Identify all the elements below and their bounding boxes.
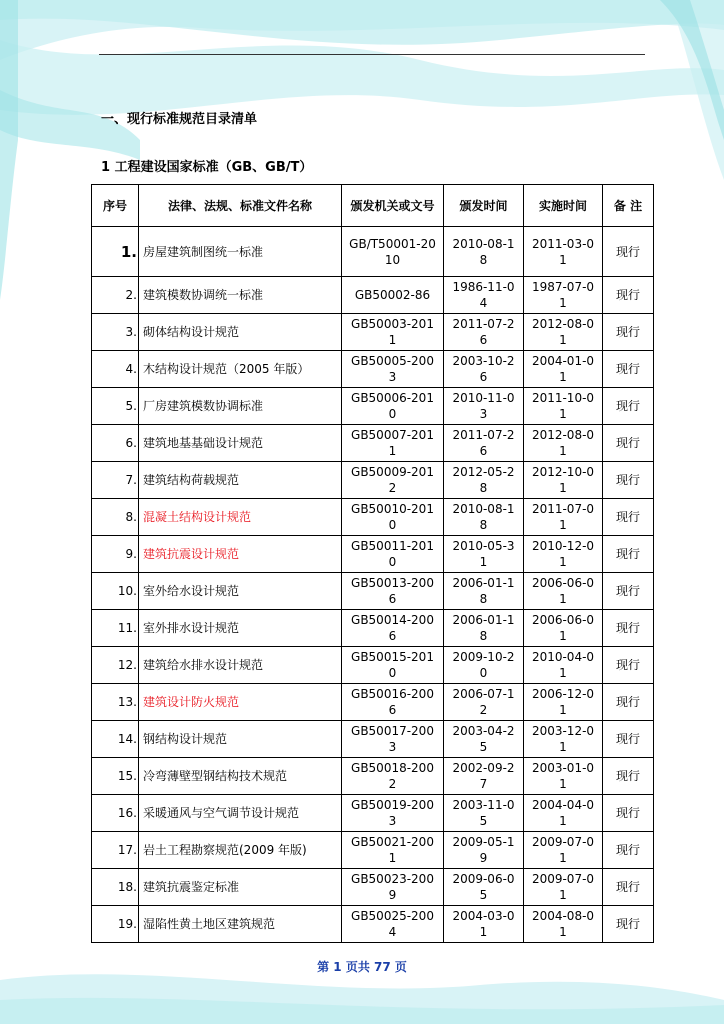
footer-prefix: 第 bbox=[317, 960, 330, 974]
row-issued-date: 2006-01-18 bbox=[444, 610, 524, 647]
row-issued-date: 2003-04-25 bbox=[444, 721, 524, 758]
row-status: 现行 bbox=[603, 425, 654, 462]
row-issued-date: 1986-11-04 bbox=[444, 277, 524, 314]
row-effective-date: 2009-07-01 bbox=[524, 869, 603, 906]
row-code: GB50006-2010 bbox=[342, 388, 444, 425]
row-effective-date: 2003-01-01 bbox=[524, 758, 603, 795]
row-status: 现行 bbox=[603, 832, 654, 869]
row-code: GB50003-2011 bbox=[342, 314, 444, 351]
row-code: GB/T50001-2010 bbox=[342, 227, 444, 277]
row-effective-date: 2011-07-01 bbox=[524, 499, 603, 536]
row-name: 钢结构设计规范 bbox=[139, 721, 342, 758]
footer-mid: 页共 bbox=[345, 960, 370, 974]
row-code: GB50013-2006 bbox=[342, 573, 444, 610]
row-effective-date: 2009-07-01 bbox=[524, 832, 603, 869]
row-effective-date: 2010-12-01 bbox=[524, 536, 603, 573]
row-issued-date: 2012-05-28 bbox=[444, 462, 524, 499]
row-status: 现行 bbox=[603, 351, 654, 388]
row-index: 14. bbox=[92, 721, 139, 758]
row-effective-date: 2004-08-01 bbox=[524, 906, 603, 943]
row-code: GB50002-86 bbox=[342, 277, 444, 314]
row-status: 现行 bbox=[603, 227, 654, 277]
row-issued-date: 2002-09-27 bbox=[444, 758, 524, 795]
table-row bbox=[92, 462, 654, 499]
row-effective-date: 2011-10-01 bbox=[524, 388, 603, 425]
column-header-name: 法律、法规、标准文件名称 bbox=[139, 185, 342, 227]
row-index: 11. bbox=[92, 610, 139, 647]
row-name: 室外排水设计规范 bbox=[139, 610, 342, 647]
row-status: 现行 bbox=[603, 462, 654, 499]
row-effective-date: 2003-12-01 bbox=[524, 721, 603, 758]
row-name: 建筑结构荷载规范 bbox=[139, 462, 342, 499]
row-status: 现行 bbox=[603, 684, 654, 721]
page-footer bbox=[0, 958, 724, 975]
row-name: 采暖通风与空气调节设计规范 bbox=[139, 795, 342, 832]
header-rule bbox=[99, 54, 645, 55]
row-code: GB50007-2011 bbox=[342, 425, 444, 462]
row-name: 冷弯薄壁型钢结构技术规范 bbox=[139, 758, 342, 795]
table-row bbox=[92, 277, 654, 314]
row-code: GB50011-2010 bbox=[342, 536, 444, 573]
table-row bbox=[92, 906, 654, 943]
row-index: 19. bbox=[92, 906, 139, 943]
row-effective-date: 2012-08-01 bbox=[524, 425, 603, 462]
row-index: 9. bbox=[92, 536, 139, 573]
row-name: 木结构设计规范（2005 年版） bbox=[139, 351, 342, 388]
row-code: GB50019-2003 bbox=[342, 795, 444, 832]
row-effective-date: 2012-10-01 bbox=[524, 462, 603, 499]
row-status: 现行 bbox=[603, 388, 654, 425]
column-header-issued: 颁发时间 bbox=[444, 185, 524, 227]
table-row bbox=[92, 758, 654, 795]
table-row bbox=[92, 425, 654, 462]
row-status: 现行 bbox=[603, 499, 654, 536]
row-code: GB50018-2002 bbox=[342, 758, 444, 795]
row-status: 现行 bbox=[603, 610, 654, 647]
footer-page-total: 77 bbox=[374, 960, 391, 974]
row-issued-date: 2010-05-31 bbox=[444, 536, 524, 573]
row-code: GB50005-2003 bbox=[342, 351, 444, 388]
row-status: 现行 bbox=[603, 573, 654, 610]
row-status: 现行 bbox=[603, 314, 654, 351]
row-index: 2. bbox=[92, 277, 139, 314]
row-issued-date: 2003-10-26 bbox=[444, 351, 524, 388]
row-issued-date: 2010-11-03 bbox=[444, 388, 524, 425]
row-issued-date: 2006-07-12 bbox=[444, 684, 524, 721]
row-name: 建筑设计防火规范 bbox=[139, 684, 342, 721]
row-index: 16. bbox=[92, 795, 139, 832]
row-code: GB50021-2001 bbox=[342, 832, 444, 869]
row-status: 现行 bbox=[603, 277, 654, 314]
row-index: 3. bbox=[92, 314, 139, 351]
row-issued-date: 2009-10-20 bbox=[444, 647, 524, 684]
row-index: 15. bbox=[92, 758, 139, 795]
row-name: 建筑抗震鉴定标准 bbox=[139, 869, 342, 906]
table-row bbox=[92, 721, 654, 758]
row-name: 砌体结构设计规范 bbox=[139, 314, 342, 351]
table-row bbox=[92, 351, 654, 388]
table-row bbox=[92, 314, 654, 351]
table-row bbox=[92, 647, 654, 684]
row-status: 现行 bbox=[603, 536, 654, 573]
row-index: 5. bbox=[92, 388, 139, 425]
row-issued-date: 2004-03-01 bbox=[444, 906, 524, 943]
row-code: GB50017-2003 bbox=[342, 721, 444, 758]
row-status: 现行 bbox=[603, 869, 654, 906]
row-index: 4. bbox=[92, 351, 139, 388]
row-effective-date: 2006-12-01 bbox=[524, 684, 603, 721]
row-issued-date: 2011-07-26 bbox=[444, 314, 524, 351]
column-header-index: 序号 bbox=[92, 185, 139, 227]
table-row bbox=[92, 499, 654, 536]
row-code: GB50023-2009 bbox=[342, 869, 444, 906]
row-issued-date: 2003-11-05 bbox=[444, 795, 524, 832]
row-issued-date: 2010-08-18 bbox=[444, 499, 524, 536]
row-name: 混凝土结构设计规范 bbox=[139, 499, 342, 536]
table-row bbox=[92, 573, 654, 610]
column-header-note: 备 注 bbox=[603, 185, 654, 227]
table-row bbox=[92, 795, 654, 832]
subsection-heading: 1 工程建设国家标准（GB、GB/T） bbox=[101, 160, 313, 175]
table-row bbox=[92, 388, 654, 425]
row-index: 1. bbox=[92, 227, 139, 277]
row-code: GB50025-2004 bbox=[342, 906, 444, 943]
row-name: 湿陷性黄土地区建筑规范 bbox=[139, 906, 342, 943]
row-issued-date: 2011-07-26 bbox=[444, 425, 524, 462]
row-index: 12. bbox=[92, 647, 139, 684]
section-heading: 一、现行标准规范目录清单 bbox=[101, 112, 258, 127]
row-code: GB50009-2012 bbox=[342, 462, 444, 499]
footer-page-current: 1 bbox=[333, 960, 342, 974]
footer-suffix: 页 bbox=[394, 960, 407, 974]
standards-table bbox=[91, 184, 654, 943]
row-name: 建筑地基基础设计规范 bbox=[139, 425, 342, 462]
table-row bbox=[92, 684, 654, 721]
row-name: 房屋建筑制图统一标准 bbox=[139, 227, 342, 277]
table-row bbox=[92, 227, 654, 277]
column-header-effective: 实施时间 bbox=[524, 185, 603, 227]
row-index: 7. bbox=[92, 462, 139, 499]
row-name: 厂房建筑模数协调标准 bbox=[139, 388, 342, 425]
row-index: 17. bbox=[92, 832, 139, 869]
row-index: 8. bbox=[92, 499, 139, 536]
row-index: 6. bbox=[92, 425, 139, 462]
row-code: GB50014-2006 bbox=[342, 610, 444, 647]
row-status: 现行 bbox=[603, 721, 654, 758]
row-effective-date: 2010-04-01 bbox=[524, 647, 603, 684]
row-effective-date: 2011-03-01 bbox=[524, 227, 603, 277]
row-status: 现行 bbox=[603, 795, 654, 832]
table-row bbox=[92, 610, 654, 647]
row-index: 10. bbox=[92, 573, 139, 610]
table-row bbox=[92, 832, 654, 869]
row-effective-date: 2004-01-01 bbox=[524, 351, 603, 388]
row-code: GB50015-2010 bbox=[342, 647, 444, 684]
row-index: 18. bbox=[92, 869, 139, 906]
row-name: 建筑抗震设计规范 bbox=[139, 536, 342, 573]
row-effective-date: 1987-07-01 bbox=[524, 277, 603, 314]
row-status: 现行 bbox=[603, 758, 654, 795]
row-effective-date: 2006-06-01 bbox=[524, 610, 603, 647]
table-row bbox=[92, 869, 654, 906]
row-code: GB50010-2010 bbox=[342, 499, 444, 536]
row-name: 岩土工程勘察规范(2009 年版) bbox=[139, 832, 342, 869]
row-status: 现行 bbox=[603, 906, 654, 943]
row-index: 13. bbox=[92, 684, 139, 721]
table-row bbox=[92, 536, 654, 573]
row-effective-date: 2012-08-01 bbox=[524, 314, 603, 351]
row-issued-date: 2009-05-19 bbox=[444, 832, 524, 869]
row-issued-date: 2009-06-05 bbox=[444, 869, 524, 906]
row-issued-date: 2010-08-18 bbox=[444, 227, 524, 277]
row-issued-date: 2006-01-18 bbox=[444, 573, 524, 610]
row-effective-date: 2006-06-01 bbox=[524, 573, 603, 610]
column-header-code: 颁发机关或文号 bbox=[342, 185, 444, 227]
row-status: 现行 bbox=[603, 647, 654, 684]
table-header-row bbox=[92, 185, 654, 227]
row-code: GB50016-2006 bbox=[342, 684, 444, 721]
row-name: 建筑给水排水设计规范 bbox=[139, 647, 342, 684]
row-effective-date: 2004-04-01 bbox=[524, 795, 603, 832]
row-name: 室外给水设计规范 bbox=[139, 573, 342, 610]
row-name: 建筑模数协调统一标准 bbox=[139, 277, 342, 314]
